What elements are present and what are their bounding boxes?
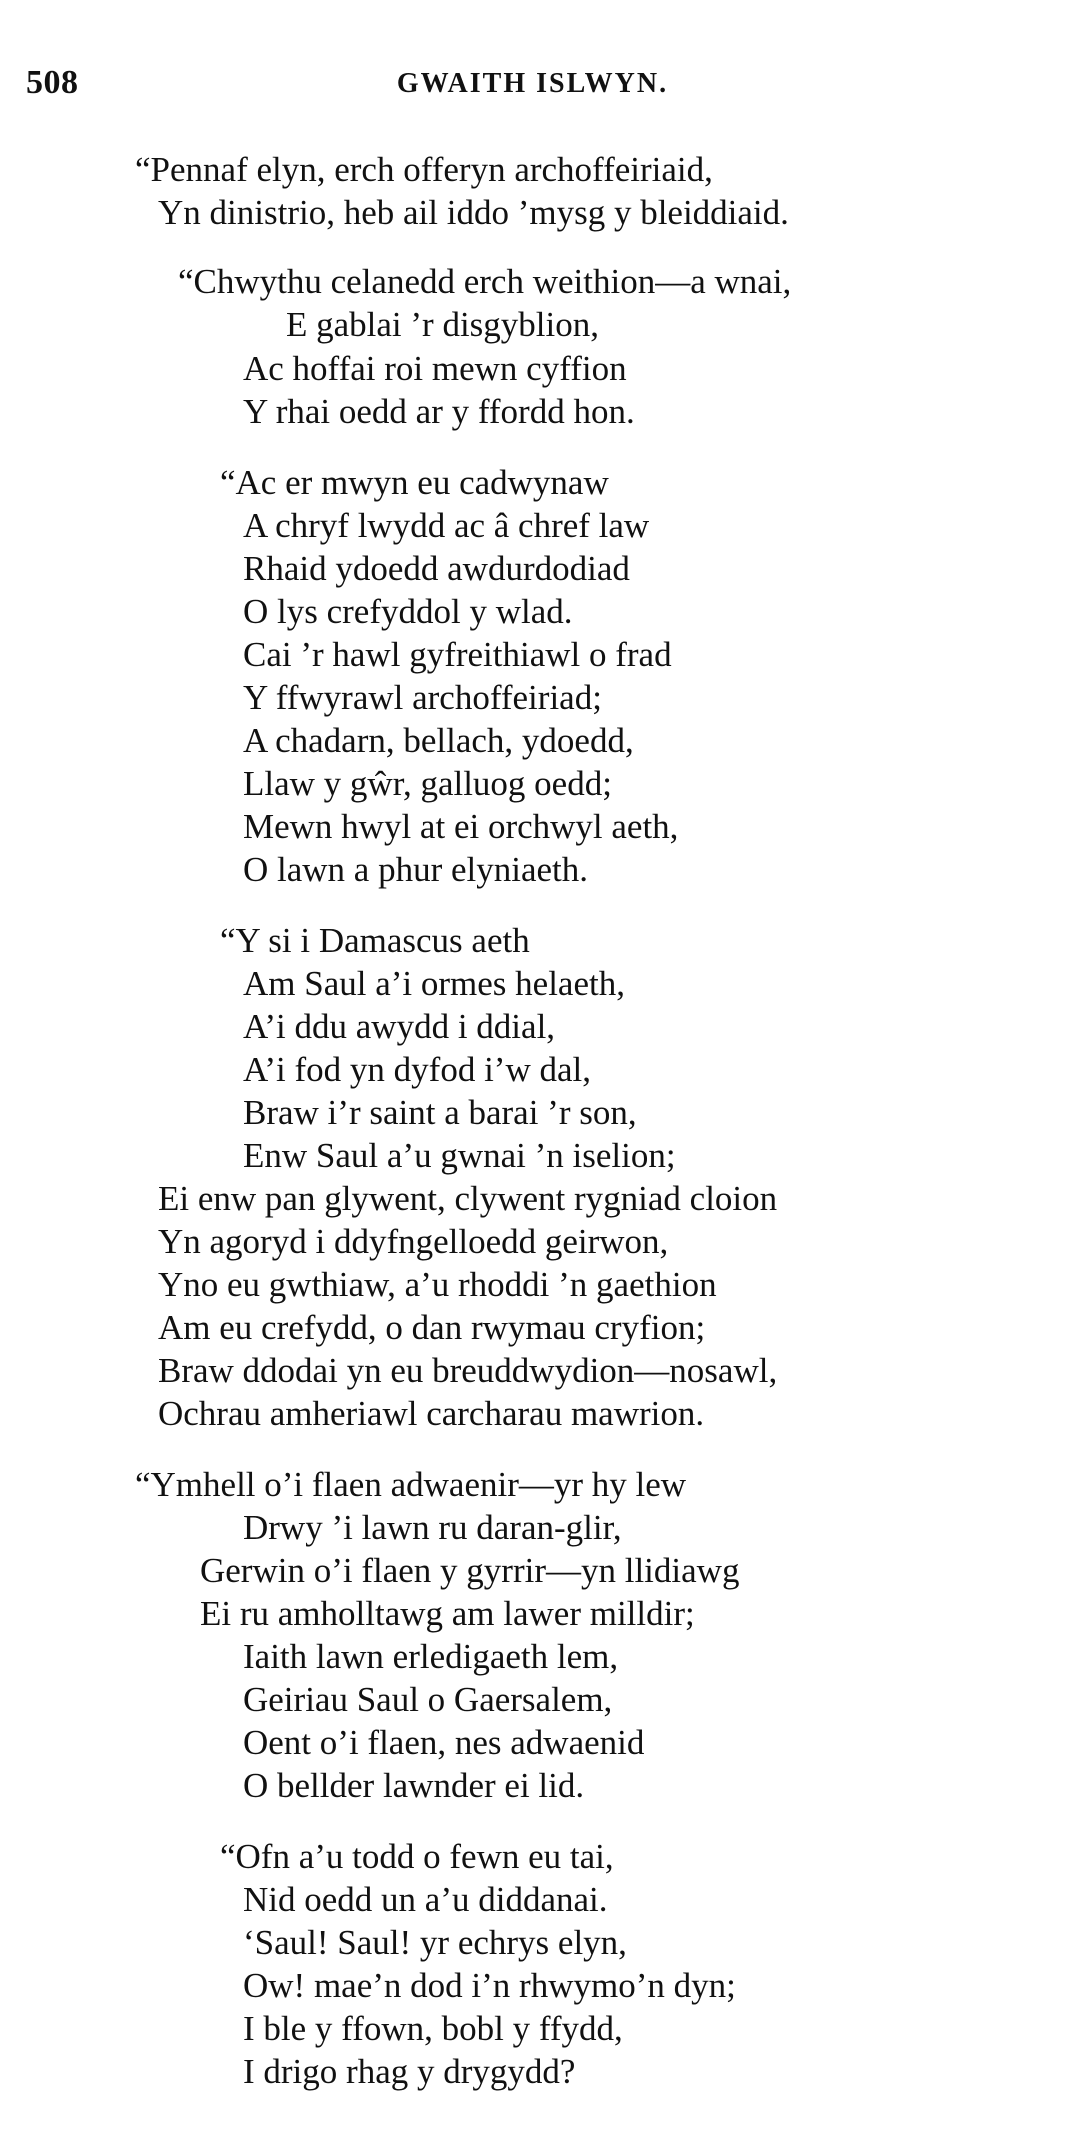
poem-line: I drigo rhag y drygydd? [243,2052,576,2091]
poem-line: Rhaid ydoedd awdurdodiad [243,549,630,588]
poem-line: “Pennaf elyn, erch offeryn archoffeiriaid, [135,150,713,189]
poem-line: Mewn hwyl at ei orchwyl aeth, [243,807,679,846]
poem-line: Ow! mae’n dod i’n rhwymo’n dyn; [243,1966,736,2005]
poem-line: Yno eu gwthiaw, a’u rhoddi ’n gaethion [158,1265,717,1304]
poem-line: “Chwythu celanedd erch weithion—a wnai, [178,262,792,301]
poem-line: A’i ddu awydd i ddial, [243,1007,556,1046]
poem-line: Ochrau amheriawl carcharau mawrion. [158,1394,705,1433]
poem-line: “Y si i Damascus aeth [220,921,530,960]
poem-line: Ei enw pan glywent, clywent rygniad cloion [158,1179,778,1218]
poem-line: E gablai ’r disgyblion, [286,305,600,344]
poem-line: O bellder lawnder ei lid. [243,1766,585,1805]
poem-line: Cai ’r hawl gyfreithiawl o frad [243,635,672,674]
poem-line: Drwy ’i lawn ru daran-glir, [243,1508,622,1547]
poem-line: Y ffwyrawl archoffeiriad; [243,678,602,717]
poem-line: Llaw y gŵr, galluog oedd; [243,764,612,803]
poem-line: O lawn a phur elyniaeth. [243,850,589,889]
poem-line: Ac hoffai roi mewn cyffion [243,349,627,388]
poem-line: Gerwin o’i flaen y gyrrir—yn llidiawg [200,1551,740,1590]
poem-line: O lys crefyddol y wlad. [243,592,573,631]
page-number: 508 [26,64,79,101]
poem-line: Ei ru amholltawg am lawer milldir; [200,1594,695,1633]
poem-line: Yn dinistrio, heb ail iddo ’mysg y bleiddiaid. [158,193,789,232]
poem-line: Am eu crefydd, o dan rwymau cryfion; [158,1308,706,1347]
poem-line: Yn agoryd i ddyfngelloedd geirwon, [158,1222,669,1261]
poem-line: “Ymhell o’i flaen adwaenir—yr hy lew [135,1465,687,1504]
poem-line: Y rhai oedd ar y ffordd hon. [243,392,635,431]
poem-line: “Ac er mwyn eu cadwynaw [220,463,609,502]
poem-line: A’i fod yn dyfod i’w dal, [243,1050,592,1089]
poem-line: Braw i’r saint a barai ’r son, [243,1093,637,1132]
poem-line: Enw Saul a’u gwnai ’n iselion; [243,1136,676,1175]
running-title: GWAITH ISLWYN. [396,68,669,99]
poem-line: ‘Saul! Saul! yr echrys elyn, [243,1923,627,1962]
poem-line: A chadarn, bellach, ydoedd, [243,721,634,760]
poem-line: Iaith lawn erledigaeth lem, [243,1637,619,1676]
poem-line: Geiriau Saul o Gaersalem, [243,1680,613,1719]
poem-line: Am Saul a’i ormes helaeth, [243,964,625,1003]
poem-line: A chryf lwydd ac â chref law [243,506,650,545]
poem-line: “Ofn a’u todd o fewn eu tai, [220,1837,614,1876]
poem-line: Oent o’i flaen, nes adwaenid [243,1723,645,1762]
poem-line: I ble y ffown, bobl y ffydd, [243,2009,623,2048]
poem-line: Braw ddodai yn eu breuddwydion—nosawl, [158,1351,778,1390]
poem-line: Nid oedd un a’u diddanai. [243,1880,608,1919]
page-header [0,60,1065,110]
